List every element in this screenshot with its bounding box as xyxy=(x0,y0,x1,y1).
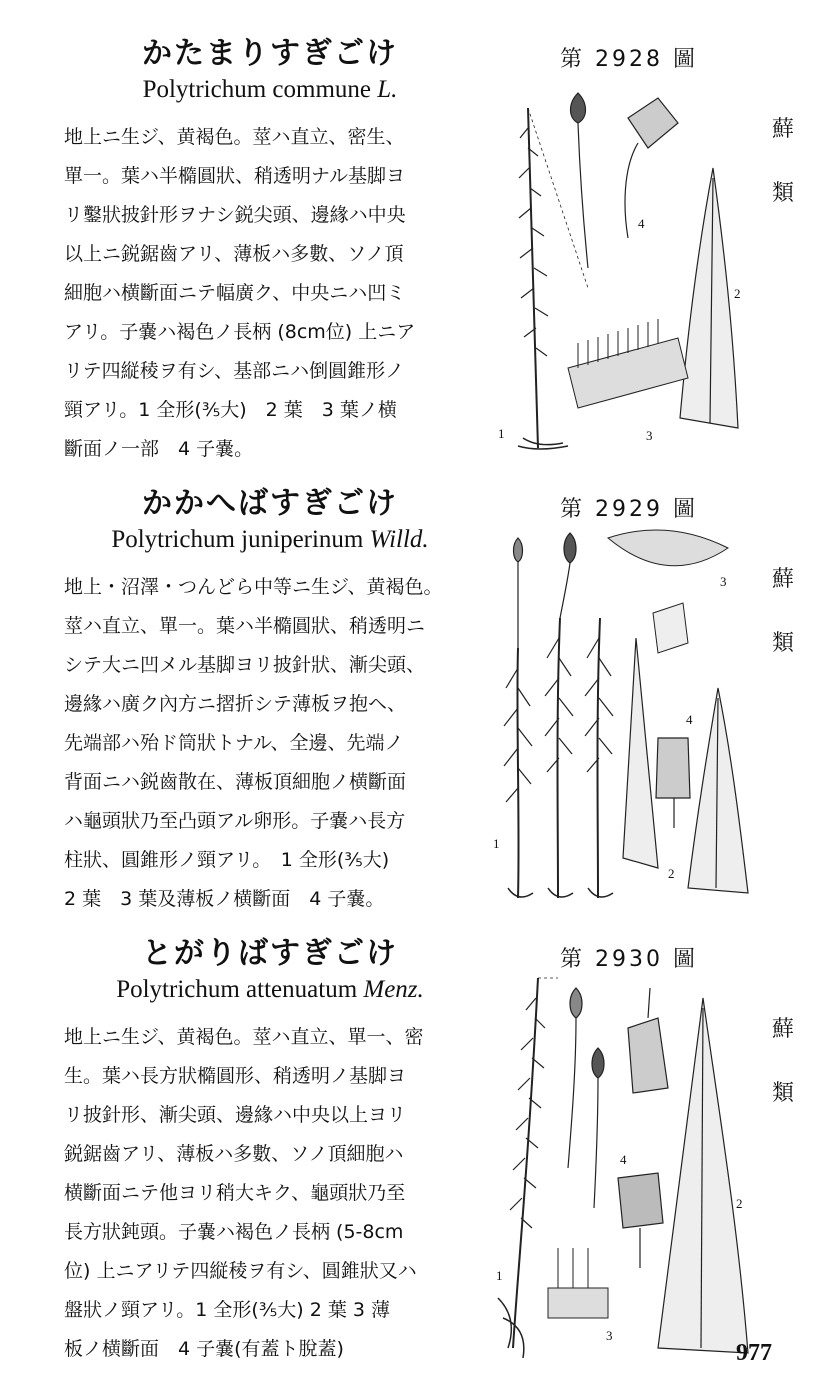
figure-label-2: 2 xyxy=(668,866,675,881)
moss-illustration xyxy=(488,68,758,458)
description-line: リ鑿狀披針形ヲナシ鋭尖頭、邊緣ハ中央 xyxy=(64,204,406,226)
figure-number: 第 2930 圖 xyxy=(560,947,698,972)
capsule-drawing xyxy=(571,93,589,268)
latin-author: Willd. xyxy=(369,526,429,553)
latin-name xyxy=(40,526,500,554)
description-line: 莖ハ直立、單一。葉ハ半橢圓狀、稍透明ニ xyxy=(64,615,426,637)
description xyxy=(64,568,474,919)
description-line: 先端部ハ殆ド筒狀トナル、全邊、先端ノ xyxy=(64,732,404,754)
capsule-detail-drawing xyxy=(625,98,678,238)
figure-label-1: 1 xyxy=(493,836,500,851)
description-line: アリ。子嚢ハ褐色ノ長柄 (8cm位) 上ニア xyxy=(64,321,416,343)
figure-label-4: 4 xyxy=(620,1152,627,1167)
description-line: 斷面ノ一部 4 子嚢。 xyxy=(64,438,254,460)
figure-label-1: 1 xyxy=(498,426,505,441)
figure-label-3: 3 xyxy=(720,574,727,589)
moss-illustration xyxy=(488,968,758,1358)
japanese-name: とがりばすぎごけ xyxy=(142,936,398,971)
cross-section-drawing xyxy=(608,530,728,653)
description-line: ハ龜頭狀乃至凸頭アル卵形。子嚢ハ長方 xyxy=(64,810,406,832)
leaf-drawing xyxy=(680,168,738,428)
description-line: 板ノ横斷面 4 子嚢(有蓋ト脫蓋) xyxy=(64,1338,344,1360)
description xyxy=(64,118,474,469)
description-line: 生。葉ハ長方狀橢圓形、稍透明ノ基脚ヨ xyxy=(64,1065,407,1087)
figure-label-2: 2 xyxy=(736,1196,743,1211)
figure-label-1: 1 xyxy=(496,1268,503,1283)
description-line: リテ四縦稜ヲ有シ、基部ニハ倒圓錐形ノ xyxy=(64,360,405,382)
category-label xyxy=(768,98,798,226)
description-line: 地上ニ生ジ、黄褐色。莖ハ直立、密生、 xyxy=(64,126,405,148)
category-char: 類 xyxy=(771,181,794,206)
capsule-drawing xyxy=(514,533,577,648)
figure-label-2: 2 xyxy=(734,286,741,301)
description-line: 横斷面ニテ他ヨリ稍大キク、龜頭狀乃至 xyxy=(64,1182,406,1204)
category-char: 蘚 xyxy=(771,117,794,142)
page-number: 977 xyxy=(736,1340,772,1366)
leaf-drawing xyxy=(658,998,748,1353)
latin-author: Menz. xyxy=(363,976,424,1003)
category-char: 蘚 xyxy=(771,1017,794,1042)
description-line: リ披針形、漸尖頭、邊緣ハ中央以上ヨリ xyxy=(64,1104,407,1126)
figure-number: 第 2928 圖 xyxy=(560,47,698,72)
description xyxy=(64,1018,474,1369)
description-line: 地上・沼澤・つんどら中等ニ生ジ、黄褐色。 xyxy=(64,576,443,598)
description-line: 2 葉 3 葉及薄板ノ横斷面 4 子嚢。 xyxy=(64,888,385,910)
species-entry-2928 xyxy=(0,28,840,458)
latin-name xyxy=(40,76,500,104)
description-line: 位) 上ニアリテ四縦稜ヲ有シ、圓錐狀又ハ xyxy=(64,1260,417,1282)
description-line: 單一。葉ハ半橢圓狀、稍透明ナル基脚ヨ xyxy=(64,165,406,187)
description-line: 地上ニ生ジ、黄褐色。莖ハ直立、單一、密 xyxy=(64,1026,424,1048)
figure-number: 第 2929 圖 xyxy=(560,497,698,522)
description-line: 長方狀鈍頭。子嚢ハ褐色ノ長柄 (5-8cm xyxy=(64,1221,404,1243)
description-line: 盤狀ノ頸アリ。1 全形(⅗大) 2 葉 3 薄 xyxy=(64,1299,390,1321)
capsule-detail-drawing xyxy=(656,738,690,828)
description-line: シテ大ニ凹メル基脚ヨリ披針狀、漸尖頭、 xyxy=(64,654,426,676)
species-entry-2929 xyxy=(0,478,840,908)
category-char: 蘚 xyxy=(771,567,794,592)
whole-plant-drawing xyxy=(504,618,613,898)
description-line: 以上ニ鋭鋸齒アリ、薄板ハ多數、ソノ頂 xyxy=(64,243,404,265)
category-label xyxy=(768,998,798,1126)
japanese-name: かかへばすぎごけ xyxy=(142,486,398,521)
description-line: 柱狀、圓錐形ノ頸アリ。 1 全形(⅗大) xyxy=(64,849,390,871)
latin-genus-species: Polytrichum juniperinum xyxy=(111,526,364,553)
figure-label-3: 3 xyxy=(646,428,653,443)
moss-illustration xyxy=(488,518,758,908)
description-line: 細胞ハ横斷面ニテ幅廣ク、中央ニハ凹ミ xyxy=(64,282,406,304)
category-char: 類 xyxy=(771,631,794,656)
latin-name xyxy=(40,976,500,1004)
latin-genus-species: Polytrichum attenuatum xyxy=(116,976,358,1003)
category-label xyxy=(768,548,798,676)
description-line: 邊緣ハ廣ク內方ニ摺折シテ薄板ヲ抱ヘ、 xyxy=(64,693,407,715)
description-line: 鋭鋸齒アリ、薄板ハ多數、ソノ頂細胞ハ xyxy=(64,1143,404,1165)
latin-author: L. xyxy=(377,76,398,103)
category-char: 類 xyxy=(771,1081,794,1106)
figure-label-4: 4 xyxy=(638,216,645,231)
description-line: 背面ニハ鋭齒散在、薄板頂細胞ノ横斷面 xyxy=(64,771,407,793)
figure-label-3: 3 xyxy=(606,1328,613,1343)
capsule-detail-drawing xyxy=(618,988,668,1268)
description-line: 頸アリ。1 全形(⅗大) 2 葉 3 葉ノ横 xyxy=(64,399,397,421)
cross-section-drawing xyxy=(548,1248,608,1318)
japanese-name: かたまりすぎごけ xyxy=(142,36,398,71)
latin-genus-species: Polytrichum commune xyxy=(142,76,372,103)
cross-section-drawing xyxy=(568,319,688,408)
figure-label-4: 4 xyxy=(686,712,693,727)
species-entry-2930 xyxy=(0,928,840,1358)
capsule-drawing xyxy=(568,988,604,1208)
